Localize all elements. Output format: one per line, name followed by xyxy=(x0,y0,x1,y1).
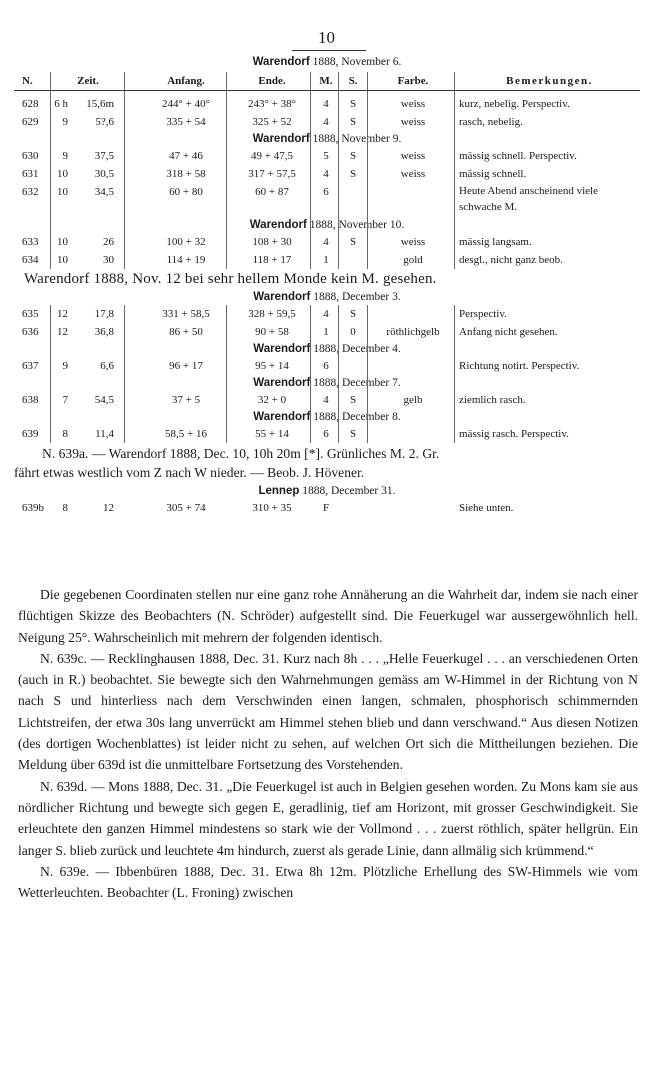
table-cell: 1 xyxy=(323,254,329,266)
caption-text: 1888, December 3. xyxy=(313,291,401,303)
table-cell: weiss xyxy=(400,116,426,128)
table-cell: 6 xyxy=(323,360,329,372)
table-cell: 637 xyxy=(22,360,39,372)
table-cell: 4 xyxy=(323,116,329,128)
table-cell: gelb xyxy=(403,394,423,406)
paragraph-639d: N. 639d. — Mons 1888, Dec. 31. „Die Feuerkugel ist auch in Belgien gesehen worden. Zu Mons kam sie aus nördlicher Richtung und bewegte sich gegen E, geradlinig, tief am Horizont, mit grosser Geschwindigkeit. Sie erleuchtete den ganzen Himmel mindestens so stark wie der Vollmond . . . zuerst röthlich, später hellgrün. Ein langer S. blieb zurück und leuchtete 4m hindurch, zuerst als gerade Linie, dann allmälig sich krümmend.“ xyxy=(18,778,638,858)
table-cell: 6,6 xyxy=(100,360,114,372)
table-cell: 634 xyxy=(22,254,39,266)
table-cell: 325 + 52 xyxy=(252,116,292,128)
table-cell: 100 + 32 xyxy=(166,236,206,248)
section-caption xyxy=(14,131,640,147)
table-row xyxy=(14,425,640,443)
table-cell: S xyxy=(349,236,357,248)
table-cell: 17,8 xyxy=(94,308,114,320)
table-cell: F xyxy=(322,502,330,514)
table-cell: Siehe unten. xyxy=(459,502,514,514)
table-cell: 6 xyxy=(323,428,329,440)
table-cell: mässig schnell. Perspectiv. xyxy=(459,150,577,162)
table-cell: rasch, nebelig. xyxy=(459,116,523,128)
table-cell: 10 xyxy=(57,254,68,266)
table-row xyxy=(14,305,640,323)
table-row xyxy=(14,499,640,517)
table-cell: S xyxy=(349,394,357,406)
table-cell: 90 + 58 xyxy=(255,326,289,338)
table-cell: Heute Abend anscheinend viele schwache M. xyxy=(459,185,598,213)
table-cell: 317 + 57,5 xyxy=(248,168,296,180)
table-cell: 335 + 54 xyxy=(166,116,206,128)
table-cell: 5?,6 xyxy=(95,116,114,128)
table-cell: 638 xyxy=(22,394,39,406)
page-number-rule xyxy=(292,50,366,51)
table-cell: 628 xyxy=(22,98,39,110)
paragraph-coordinates: Die gegebenen Coordinaten stellen nur eine ganz rohe Annäherung an die Wahrheit dar, indem sie nach einer flüchtigen Skizze des Beobachters (N. Schröder) aufgestellt sind. Die Feuerkugel war aussergewöhnlich hell. Neigung 25°. Wahrscheinlich mit mehrern der folgenden identisch. xyxy=(18,587,638,645)
section-caption xyxy=(14,375,640,391)
table-row xyxy=(14,147,640,165)
header-n: N. xyxy=(22,75,33,87)
paragraph-639c: N. 639c. — Recklinghausen 1888, Dec. 31. Kurz nach 8h . . . „Helle Feuerkugel . . . an verschiedenen Orten (auch in R.) beobachtet. Sie bewegte sich den Wahrnehmungen gemäss am W-Himmel in der Richtung von N nach S und hinterliess nach dem Verschwinden einen langen, schmalen, phosphorisch schimmernden Lichtstreifen, der etwa 30s lang unverrückt am Himmel stehen blieb und dann verschwand.“ Aus diesen Notizen (des dortigen Wochenblattes) ist leider nicht zu sehen, auf welchen Ort sich die Mittheilungen beziehen. Die Meldung über 639d ist die unmittelbare Fortsetzung des Vorstehenden. xyxy=(18,650,638,773)
header-farbe: Farbe. xyxy=(397,75,429,87)
table-cell: 7 xyxy=(62,394,68,406)
table-cell: 630 xyxy=(22,150,39,162)
table-row xyxy=(14,357,640,375)
table-cell: 5 xyxy=(323,150,329,162)
table-cell: 6 xyxy=(323,186,329,198)
table-cell: S xyxy=(349,428,357,440)
table-cell: 331 + 58,5 xyxy=(162,308,210,320)
note-nov12: Warendorf 1888, Nov. 12 bei sehr hellem Monde kein M. gesehen. xyxy=(14,269,640,289)
caption-text: Warendorf xyxy=(253,343,311,355)
section-caption xyxy=(14,341,640,357)
table-cell: 10 xyxy=(57,186,68,198)
caption-text: 1888, December 7. xyxy=(313,377,401,389)
table-cell: 12 xyxy=(103,502,114,514)
table-cell: 30 xyxy=(103,254,114,266)
table-cell: 49 + 47,5 xyxy=(251,150,293,162)
table-cell: 9 xyxy=(62,150,68,162)
table-cell: 36,8 xyxy=(94,326,114,338)
header-m: M. xyxy=(319,75,333,87)
table-cell: 12 xyxy=(57,308,68,320)
table-cell: 318 + 58 xyxy=(166,168,206,180)
table-cell: 310 + 35 xyxy=(252,502,292,514)
table-cell: 9 xyxy=(62,116,68,128)
table-cell: 4 xyxy=(323,168,329,180)
table-cell: 58,5 + 16 xyxy=(165,428,207,440)
table-cell: 60 + 80 xyxy=(169,186,203,198)
table-cell: 34,5 xyxy=(94,186,114,198)
caption-text: Warendorf xyxy=(253,291,311,303)
table-row xyxy=(14,323,640,341)
header-bemerkungen: Bemerkungen. xyxy=(506,75,593,87)
caption-text: Warendorf xyxy=(252,56,310,68)
table-cell: Anfang nicht gesehen. xyxy=(459,326,558,338)
table-cell: S xyxy=(349,308,357,320)
table-cell: Richtung notirt. Perspectiv. xyxy=(459,360,580,372)
table-cell: mässig rasch. Perspectiv. xyxy=(459,428,569,440)
table-cell: S xyxy=(349,98,357,110)
table-cell: 639b xyxy=(22,502,44,514)
header-zeit: Zeit. xyxy=(77,75,99,87)
table-cell: gold xyxy=(403,254,423,266)
table-cell: Perspectiv. xyxy=(459,308,507,320)
table-cell: 86 + 50 xyxy=(169,326,203,338)
note-line: fährt etwas westlich vom Z nach W nieder. — Beob. J. Hövener. xyxy=(14,465,365,480)
table-cell: S xyxy=(349,116,357,128)
table-cell: 11,4 xyxy=(95,428,114,440)
table-cell: 60 + 87 xyxy=(255,186,289,198)
table-cell: 30,5 xyxy=(94,168,114,180)
caption-text: Warendorf xyxy=(253,411,311,423)
table-cell: 54,5 xyxy=(94,394,114,406)
table-cell: 55 + 14 xyxy=(255,428,289,440)
table-cell: 108 + 30 xyxy=(252,236,292,248)
section-caption xyxy=(14,409,640,425)
note-line: N. 639a. — Warendorf 1888, Dec. 10, 10h 20m [*]. Grünliches M. 2. Gr. xyxy=(42,446,440,461)
table-row xyxy=(14,165,640,183)
table-cell: S xyxy=(349,168,357,180)
table-cell: weiss xyxy=(400,168,426,180)
table-row xyxy=(14,113,640,131)
table-cell: 328 + 59,5 xyxy=(248,308,296,320)
table-row xyxy=(14,183,640,217)
table-cell: röthlichgelb xyxy=(386,326,440,338)
table-cell: 8 xyxy=(62,502,68,514)
table-cell: 10 xyxy=(57,168,68,180)
table-cell: mässig langsam. xyxy=(459,236,532,248)
table-cell: 639 xyxy=(22,428,39,440)
caption-text: Warendorf xyxy=(252,133,310,145)
table-cell: 305 + 74 xyxy=(166,502,206,514)
table-cell: 632 xyxy=(22,186,39,198)
paragraph-639e: N. 639e. — Ibbenbüren 1888, Dec. 31. Etwa 8h 12m. Plötzliche Erhellung des SW-Himmels wie vom Wetterleuchten. Beobachter (L. Froning) zwischen xyxy=(18,863,638,901)
table-cell: 32 + 0 xyxy=(257,394,287,406)
section-caption xyxy=(14,483,640,499)
table-cell: 37,5 xyxy=(94,150,114,162)
table-row xyxy=(14,95,640,113)
table-cell: 114 + 19 xyxy=(166,254,206,266)
section-caption xyxy=(14,289,640,305)
table-cell: ziemlich rasch. xyxy=(459,394,526,406)
table-cell: 47 + 46 xyxy=(169,150,203,162)
table-header-row xyxy=(14,72,640,91)
header-ende: Ende. xyxy=(258,75,286,87)
meteor-table xyxy=(14,56,640,517)
section-caption xyxy=(14,54,640,70)
table-cell: 4 xyxy=(323,308,329,320)
header-anfang: Anfang. xyxy=(167,75,205,87)
table-cell: 633 xyxy=(22,236,39,248)
table-cell: 244° + 40° xyxy=(161,98,210,110)
table-cell: 37 + 5 xyxy=(171,394,201,406)
table-cell: weiss xyxy=(400,98,426,110)
table-cell: kurz, nebelig. Perspectiv. xyxy=(459,98,570,110)
section-caption xyxy=(14,217,640,233)
table-cell: 4 xyxy=(323,236,329,248)
note-639a xyxy=(14,443,640,483)
caption-text: 1888, December 8. xyxy=(313,411,401,423)
table-cell: 6 h xyxy=(54,98,68,110)
table-cell: 4 xyxy=(323,98,329,110)
table-cell: S xyxy=(349,150,357,162)
table-cell: 1 xyxy=(323,326,329,338)
table-row xyxy=(14,391,640,409)
table-row xyxy=(14,251,640,269)
body-text xyxy=(18,584,638,903)
table-cell: 12 xyxy=(57,326,68,338)
table-row xyxy=(14,233,640,251)
table-cell: 636 xyxy=(22,326,39,338)
table-cell: 243° + 38° xyxy=(247,98,296,110)
table-cell: 9 xyxy=(62,360,68,372)
table-cell: weiss xyxy=(400,150,426,162)
caption-text: 1888, December 4. xyxy=(313,343,401,355)
table-cell: 96 + 17 xyxy=(169,360,203,372)
page-number: 10 xyxy=(318,28,335,47)
caption-text: 1888, December 31. xyxy=(302,485,396,497)
table-cell: 15,6m xyxy=(86,98,114,110)
table-cell: desgl., nicht ganz beob. xyxy=(459,254,563,266)
table-cell: 118 + 17 xyxy=(252,254,292,266)
caption-text: 1888, November 10. xyxy=(309,219,405,231)
caption-text: Warendorf xyxy=(249,219,307,231)
caption-text: Warendorf xyxy=(253,377,311,389)
table-cell: 95 + 14 xyxy=(255,360,289,372)
table-cell: 8 xyxy=(62,428,68,440)
caption-text: 1888, November 9. xyxy=(312,133,402,145)
table-cell: 4 xyxy=(323,394,329,406)
header-s: S. xyxy=(348,75,358,87)
table-cell: 10 xyxy=(57,236,68,248)
table-cell: 629 xyxy=(22,116,39,128)
table-cell: 631 xyxy=(22,168,39,180)
table-cell: 0 xyxy=(350,326,356,338)
table-cell: 635 xyxy=(22,308,39,320)
table-cell: mässig schnell. xyxy=(459,168,527,180)
caption-text: 1888, November 6. xyxy=(312,56,402,68)
table-cell: weiss xyxy=(400,236,426,248)
table-cell: 26 xyxy=(103,236,114,248)
caption-text: Lennep xyxy=(258,485,300,497)
